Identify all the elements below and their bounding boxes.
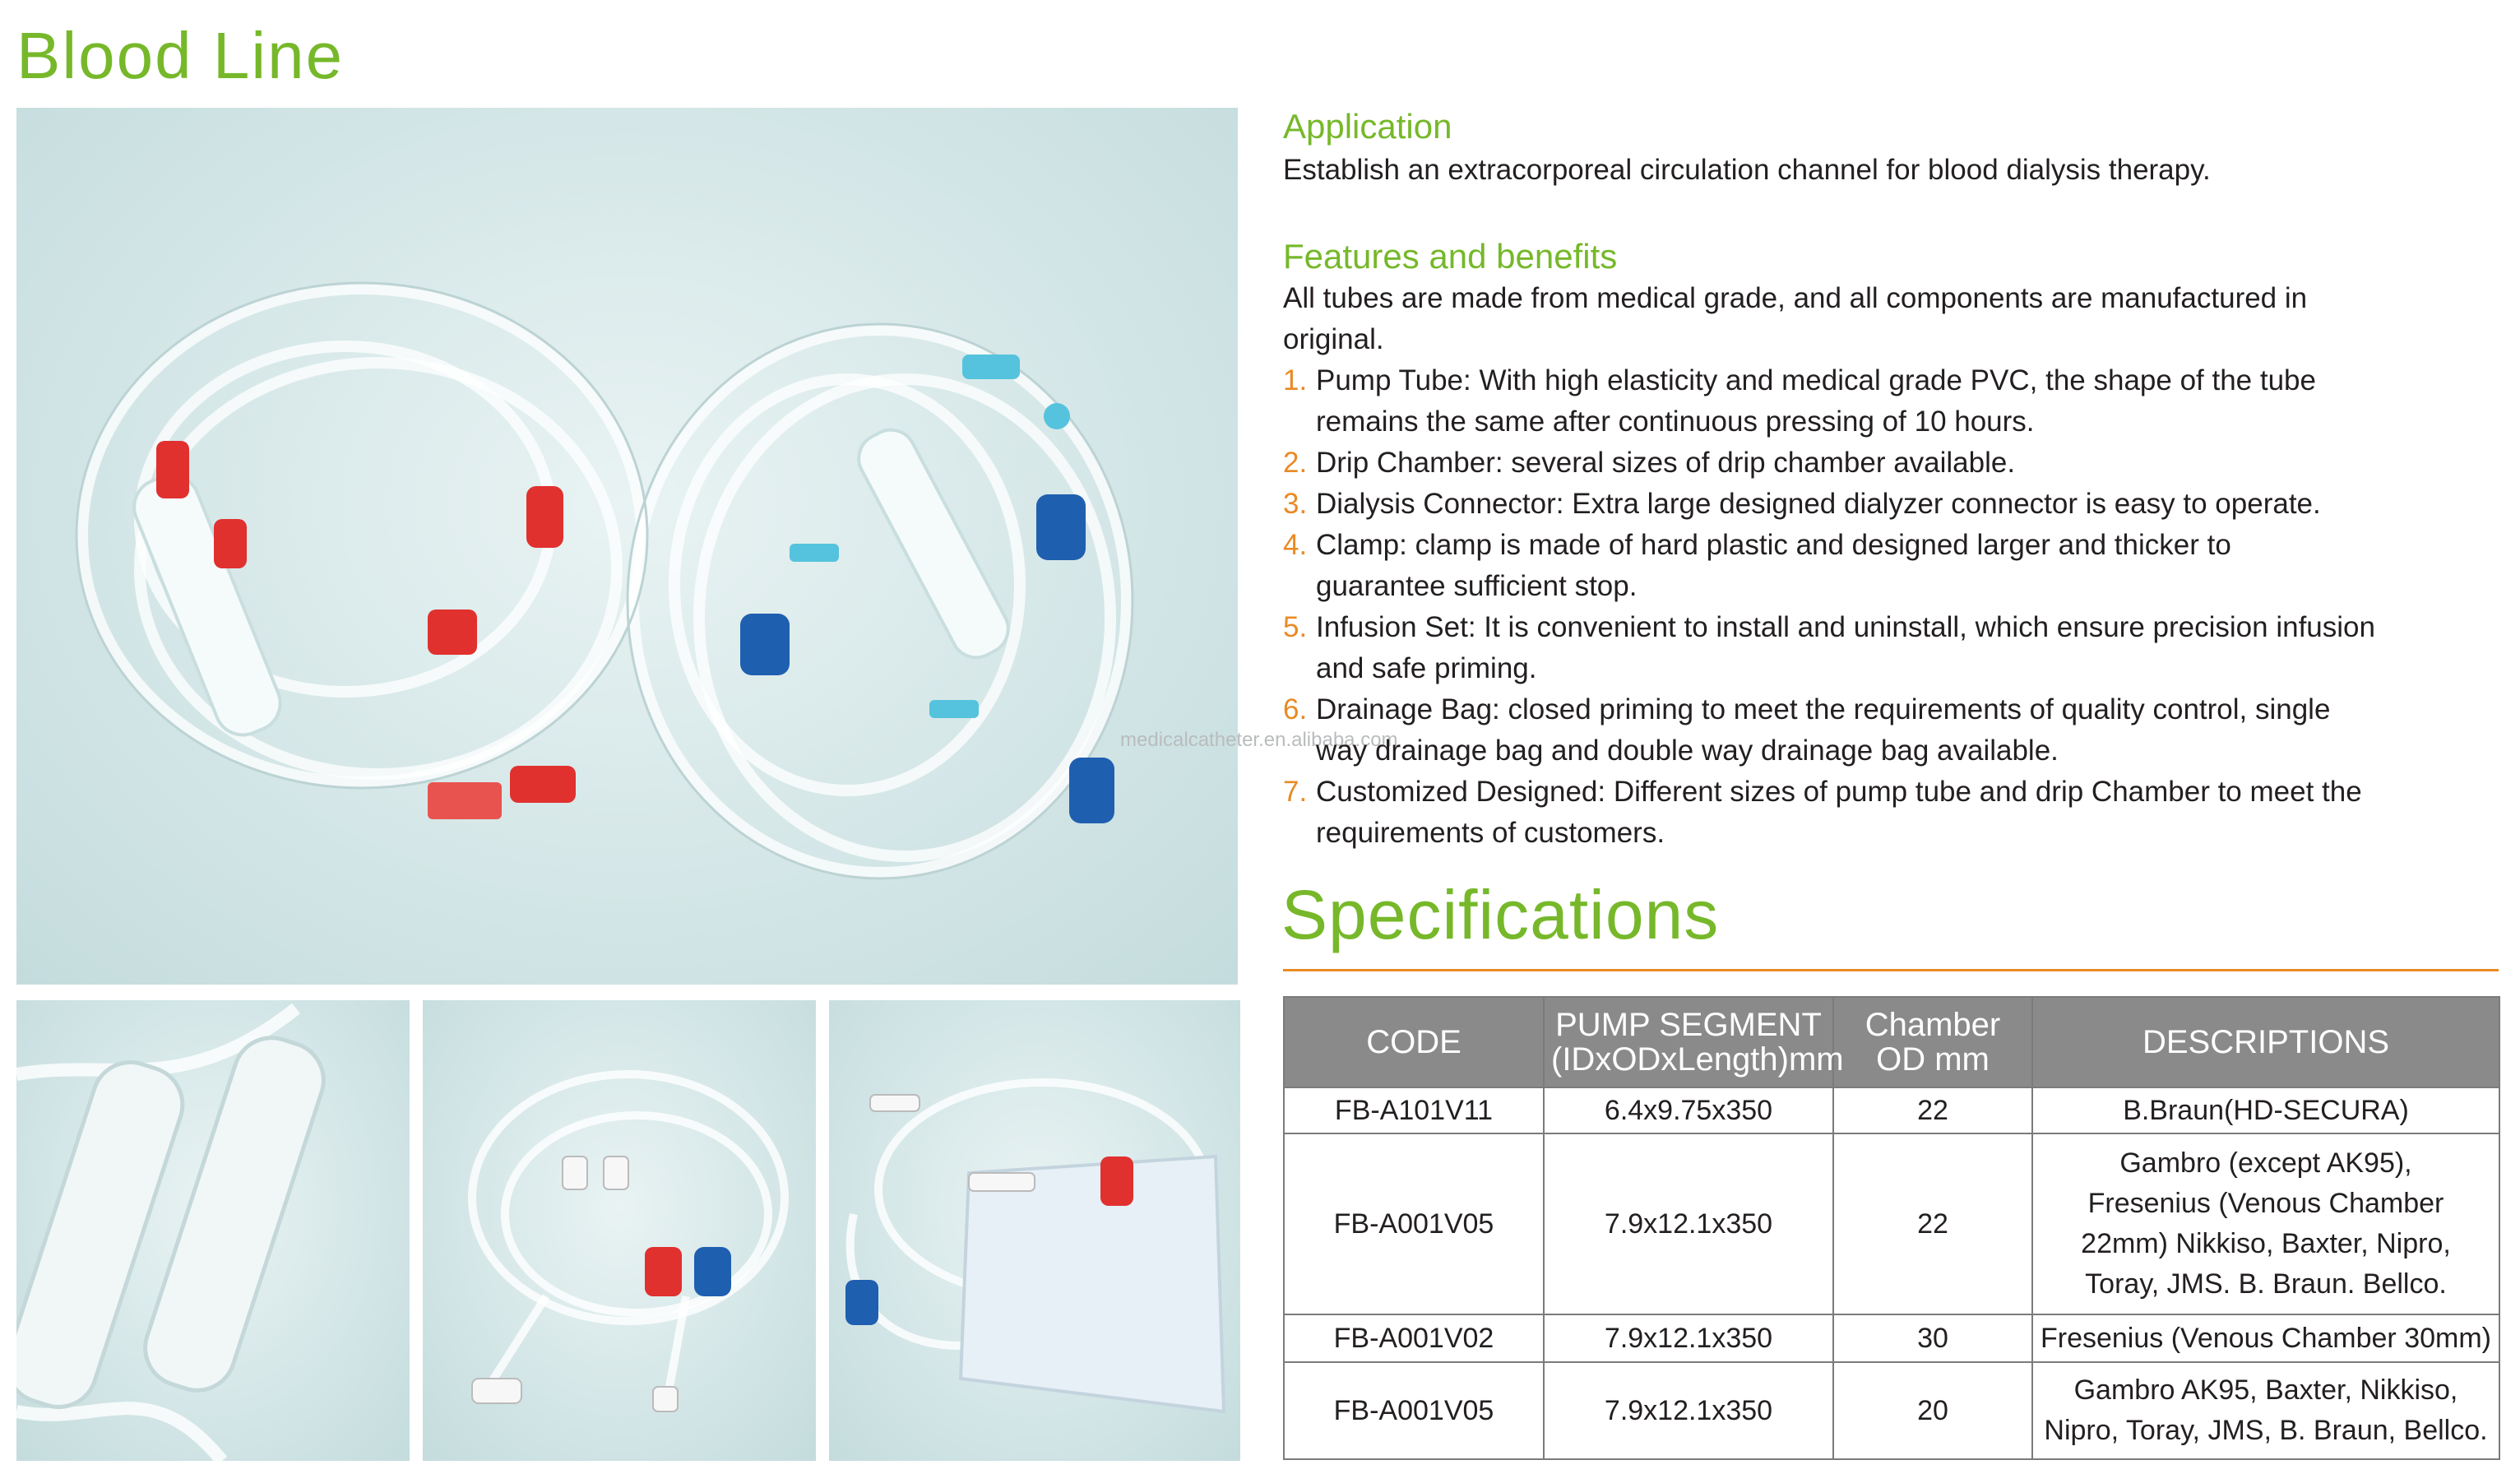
cell-code: FB-A101V11 (1284, 1087, 1544, 1133)
cell-desc: B.Braun(HD-SECURA) (2032, 1087, 2499, 1133)
feature-item (1283, 360, 2500, 443)
cell-chamber: 22 (1833, 1087, 2032, 1133)
drip-chamber-photo (16, 1000, 410, 1461)
blood-line-illustration (16, 108, 1238, 985)
drainage-bag-photo (829, 1000, 1240, 1461)
column-header-chamber: Chamber OD mm (1833, 997, 2032, 1087)
feature-item (1283, 689, 2500, 772)
table-row (1284, 1362, 2499, 1459)
feature-item (1283, 772, 2500, 854)
feature-item (1283, 525, 2500, 607)
features-list (1283, 360, 2500, 854)
table-row (1284, 1314, 2499, 1362)
feature-text: Pump Tube: With high elasticity and medical grade PVC, the shape of the tube remains the same after continuous pressing of 10 hours. (1316, 364, 2316, 438)
feature-number: 5. (1283, 611, 1308, 643)
cell-chamber: 20 (1833, 1362, 2032, 1459)
application-heading: Application (1283, 107, 1452, 146)
watermark-text: medicalcatheter.en.alibaba.com (1120, 729, 1398, 751)
feature-number: 2. (1283, 447, 1308, 479)
feature-text: Drip Chamber: several sizes of drip chamber available. (1316, 447, 2016, 479)
feature-number: 3. (1283, 488, 1308, 520)
specifications-table (1283, 996, 2500, 1460)
cell-desc: Gambro AK95, Baxter, Nikkiso, Nipro, Toray, JMS, B. Braun, Bellco. (2032, 1362, 2499, 1459)
cell-chamber: 30 (1833, 1314, 2032, 1362)
table-row (1284, 1133, 2499, 1314)
feature-item (1283, 607, 2500, 689)
cell-code: FB-A001V02 (1284, 1314, 1544, 1362)
column-header-code: CODE (1284, 997, 1544, 1087)
cell-chamber: 22 (1833, 1133, 2032, 1314)
specifications-heading: Specifications (1281, 876, 1720, 953)
cell-desc: Gambro (except AK95), Fresenius (Venous Chamber 22mm) Nikkiso, Baxter, Nipro, Toray, JMS. B. Braun. Bellco. (2032, 1133, 2499, 1314)
feature-item (1283, 484, 2500, 525)
specifications-divider (1283, 969, 2499, 971)
features-intro-line2: original. (1283, 323, 1384, 355)
feature-number: 4. (1283, 529, 1308, 561)
feature-text: Infusion Set: It is convenient to install and uninstall, which ensure precision infusion and safe priming. (1316, 611, 2375, 684)
drip-chamber-illustration (16, 1000, 410, 1461)
cell-pump: 7.9x12.1x350 (1544, 1133, 1833, 1314)
features-heading: Features and benefits (1283, 237, 1618, 276)
feature-text: Dialysis Connector: Extra large designed dialyzer connector is easy to operate. (1316, 488, 2321, 520)
column-header-descriptions: DESCRIPTIONS (2032, 997, 2499, 1087)
features-intro-line1: All tubes are made from medical grade, and all components are manufactured in (1283, 282, 2308, 314)
cell-pump: 6.4x9.75x350 (1544, 1087, 1833, 1133)
feature-text: Clamp: clamp is made of hard plastic and designed larger and thicker to guarantee sufficient stop. (1316, 529, 2231, 602)
feature-item (1283, 443, 2500, 484)
cell-desc: Fresenius (Venous Chamber 30mm) (2032, 1314, 2499, 1362)
application-text: Establish an extracorporeal circulation channel for blood dialysis therapy. (1283, 154, 2211, 186)
tube-set-photo (423, 1000, 816, 1461)
tube-set-illustration (423, 1000, 816, 1461)
feature-number: 7. (1283, 776, 1308, 808)
table-header-row (1284, 997, 2499, 1087)
cell-pump: 7.9x12.1x350 (1544, 1314, 1833, 1362)
feature-text: Customized Designed: Different sizes of pump tube and drip Chamber to meet the requirements of customers. (1316, 776, 2362, 849)
feature-text: Drainage Bag: closed priming to meet the requirements of quality control, single way drainage bag and double way drainage bag available. (1316, 693, 2331, 767)
cell-pump: 7.9x12.1x350 (1544, 1362, 1833, 1459)
feature-number: 1. (1283, 364, 1308, 396)
cell-code: FB-A001V05 (1284, 1362, 1544, 1459)
drainage-bag-illustration (829, 1000, 1240, 1461)
feature-number: 6. (1283, 693, 1308, 725)
cell-code: FB-A001V05 (1284, 1133, 1544, 1314)
table-row (1284, 1087, 2499, 1133)
column-header-pump-segment: PUMP SEGMENT (IDxODxLength)mm (1544, 997, 1833, 1087)
page-title: Blood Line (16, 19, 345, 92)
main-product-photo (16, 108, 1238, 985)
